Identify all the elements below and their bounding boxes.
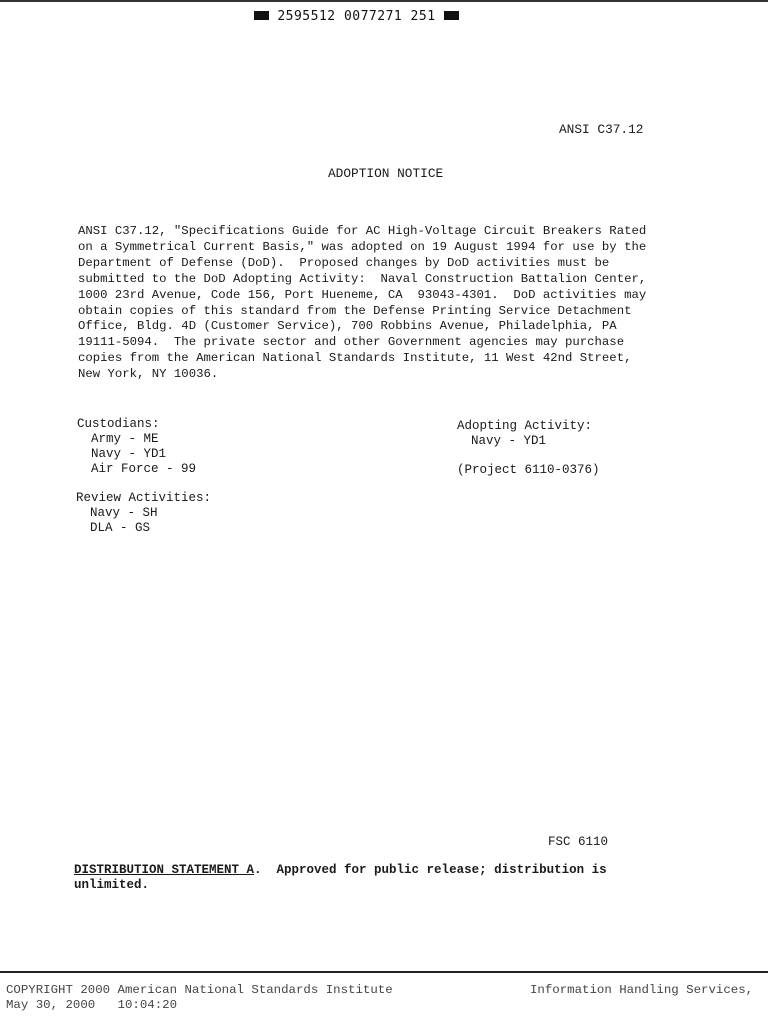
- fsc-code: FSC 6110: [548, 835, 609, 849]
- notice-paragraph: [78, 224, 678, 383]
- review-activities-heading: Review Activities:: [76, 491, 212, 505]
- top-rule: [0, 0, 768, 2]
- paragraph-line: Department of Defense (DoD). Proposed changes by DoD activities must be: [78, 255, 610, 270]
- project-number: (Project 6110-0376): [457, 463, 600, 477]
- barcode-block-right-icon: [444, 11, 459, 20]
- control-number: [254, 9, 459, 24]
- footer-timestamp: May 30, 2000 10:04:20: [6, 997, 178, 1012]
- footer-publisher: Information Handling Services,: [530, 983, 754, 997]
- paragraph-line: New York, NY 10036.: [78, 367, 219, 382]
- barcode-block-left-icon: [254, 11, 269, 20]
- review-activity-item: Navy - SH: [90, 506, 158, 520]
- distribution-text: . Approved for public release; distribution is: [254, 863, 607, 877]
- paragraph-line: ANSI C37.12, "Specifications Guide for AC High-Voltage Circuit Breakers Rated: [78, 224, 647, 238]
- custodians-block: [77, 417, 196, 477]
- paragraph-line: Office, Bldg. 4D (Customer Service), 700 Robbins Avenue, Philadelphia, PA: [78, 319, 617, 334]
- adopting-activity-heading: Adopting Activity:: [457, 419, 593, 433]
- paragraph-line: obtain copies of this standard from the Defense Printing Service Detachment: [78, 303, 632, 318]
- paragraph-line: submitted to the DoD Adopting Activity: Naval Construction Battalion Center,: [78, 271, 647, 286]
- control-number-text: 2595512 0077271 251: [277, 9, 436, 24]
- custodian-item: Navy - YD1: [91, 447, 167, 461]
- custodian-item: Air Force - 99: [91, 462, 197, 476]
- adopting-activity-value: Navy - YD1: [471, 434, 547, 448]
- review-activity-item: DLA - GS: [90, 521, 151, 535]
- distribution-statement: [74, 863, 607, 893]
- footer-copyright: COPYRIGHT 2000 American National Standards Institute: [6, 983, 393, 997]
- review-activities-block: [76, 491, 211, 536]
- distribution-label: DISTRIBUTION STATEMENT A: [74, 863, 255, 877]
- paragraph-line: 1000 23rd Avenue, Code 156, Port Hueneme, CA 93043-4301. DoD activities may: [78, 287, 647, 302]
- adopting-activity-block: [457, 419, 600, 478]
- footer-rule: [0, 971, 768, 973]
- distribution-text-continued: unlimited.: [74, 878, 150, 892]
- custodians-heading: Custodians:: [77, 417, 160, 431]
- paragraph-line: copies from the American National Standards Institute, 11 West 42nd Street,: [78, 351, 632, 366]
- paragraph-line: 19111-5094. The private sector and other Government agencies may purchase: [78, 335, 625, 350]
- paragraph-line: on a Symmetrical Current Basis," was adopted on 19 August 1994 for use by the: [78, 239, 647, 254]
- custodian-item: Army - ME: [91, 432, 159, 446]
- footer: [6, 983, 393, 1012]
- page-title: ADOPTION NOTICE: [328, 166, 444, 181]
- standard-id: ANSI C37.12: [559, 122, 644, 137]
